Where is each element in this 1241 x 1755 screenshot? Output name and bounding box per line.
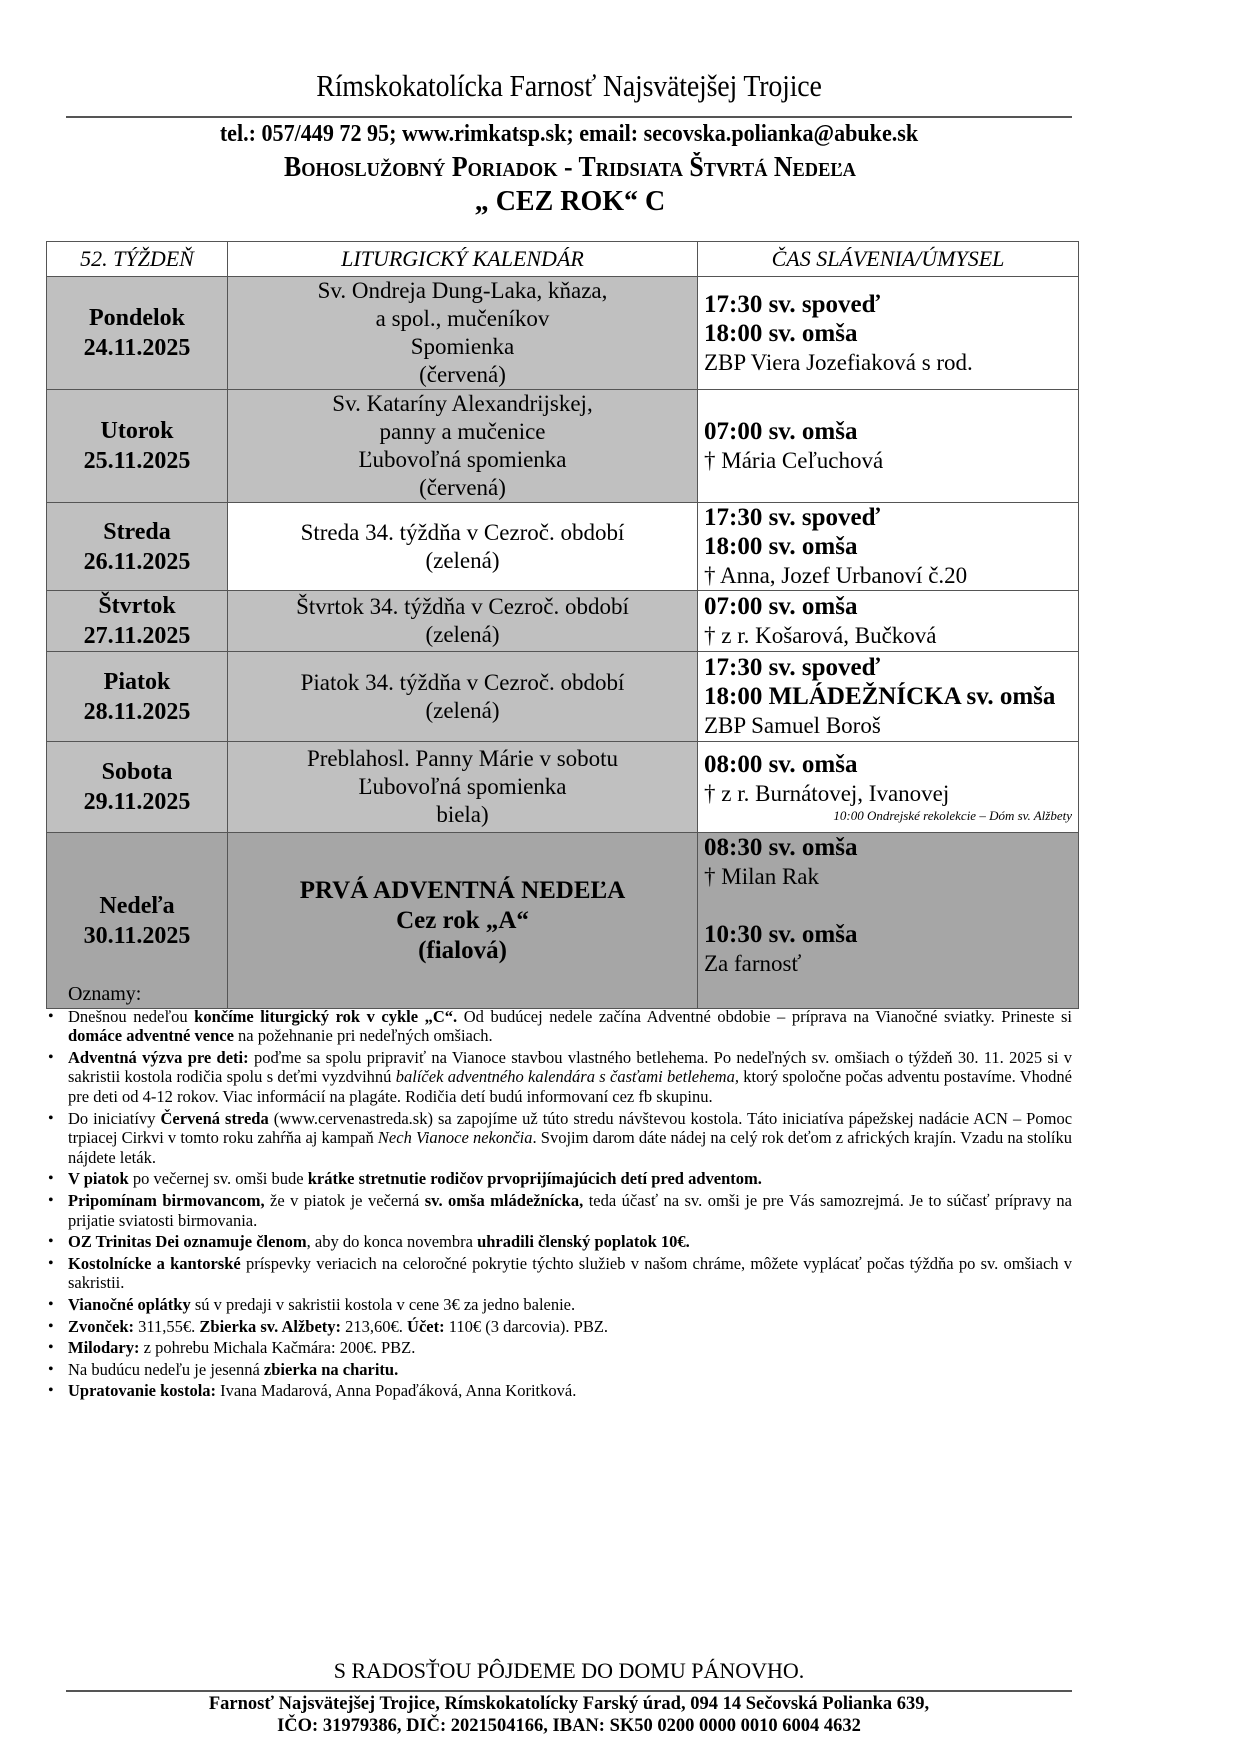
- service-cell: [698, 277, 1079, 390]
- liturgy-cell: [228, 742, 698, 833]
- announcement-text: Na budúcu nedeľu je jesenná: [68, 1359, 264, 1379]
- intention: † z r. Košarová, Bučková: [704, 623, 937, 648]
- service-time: 08:30 sv. omša: [704, 834, 858, 861]
- schedule-table: [46, 241, 1079, 1009]
- announcement-text: Zvonček:: [68, 1316, 134, 1336]
- intention: ZBP Samuel Boroš: [704, 713, 881, 738]
- liturgy-line: Ľubovoľná spomienka: [358, 447, 567, 472]
- liturgy-line: (zelená): [425, 697, 500, 723]
- announcement-item: [66, 1381, 1072, 1401]
- intention: † Anna, Jozef Urbanoví č.20: [704, 563, 968, 588]
- footer: [66, 1693, 1072, 1737]
- liturgy-line: Preblahosl. Panny Márie v sobotu: [306, 746, 619, 771]
- announcement-text: Od budúcej nedele začína Adventné obdobie – príprava na Vianočné sviatky. Prineste si: [457, 1006, 1072, 1026]
- header-liturgical-calendar: LITURGICKÝ KALENDÁR: [228, 242, 698, 277]
- announcement-item: [66, 1169, 1072, 1189]
- service-time: 18:00 sv. omša: [704, 533, 858, 560]
- day-name: Sobota: [101, 759, 173, 785]
- day-cell: [47, 652, 228, 742]
- announcement-text: Dnešnou nedeľou: [68, 1006, 195, 1026]
- service-time: 07:00 sv. omša: [704, 593, 858, 620]
- announcements-title: Oznamy:: [68, 983, 142, 1005]
- service-time: 17:30 sv. spoveď: [704, 654, 880, 681]
- announcement-text: Do iniciatívy: [68, 1108, 161, 1128]
- table-row: [47, 277, 1079, 390]
- day-date: 27.11.2025: [83, 623, 191, 649]
- announcement-item: [66, 1109, 1072, 1168]
- table-row: [47, 503, 1079, 591]
- liturgy-line: (červená): [419, 475, 506, 500]
- day-name: Utorok: [100, 418, 174, 444]
- day-date: 25.11.2025: [83, 448, 191, 474]
- liturgy-line: (fialová): [418, 936, 507, 964]
- announcement-text: OZ Trinitas Dei oznamuje členom: [68, 1232, 307, 1252]
- announcement-text: že v piatok je večerná: [264, 1190, 425, 1210]
- day-name: Štvrtok: [98, 593, 176, 619]
- day-date: 28.11.2025: [83, 698, 191, 725]
- service-time: 18:00 MLÁDEŽNÍCKA sv. omša: [704, 683, 1056, 710]
- liturgy-line: panny a mučenice: [379, 419, 546, 444]
- table-row: [47, 742, 1079, 833]
- announcement-item: [66, 1007, 1072, 1046]
- liturgy-line: PRVÁ ADVENTNÁ NEDEĽA: [299, 876, 626, 904]
- liturgy-line: Spomienka: [410, 334, 515, 359]
- announcement-text: končíme liturgický rok v cykle „C“.: [194, 1006, 458, 1026]
- announcement-text: Účet:: [407, 1316, 445, 1336]
- day-date: 24.11.2025: [83, 335, 191, 361]
- announcement-text: V piatok: [68, 1169, 129, 1189]
- announcement-text: sú v predaji v sakristii kostola v cene 3€ za jedno balenie.: [190, 1294, 576, 1314]
- header-divider: [66, 116, 1072, 118]
- intention: ZBP Viera Jozefiaková s rod.: [704, 349, 973, 375]
- service-cell: [698, 503, 1079, 591]
- announcement-text: krátke stretnutie rodičov prvoprijímajúcich detí pred adventom.: [307, 1169, 762, 1189]
- announcement-item: [66, 1295, 1072, 1315]
- announcement-text: (www.cervenastreda.sk) sa zapojíme už túto stredu návštevou kostola. Táto iniciatíva pápežskej nadácie ACN – Pomoc trpiacej Cirkvi v tomto roku zahŕňa aj kampaň: [68, 1108, 1073, 1148]
- liturgy-line: Piatok 34. týždňa v Cezroč. období: [300, 669, 625, 695]
- announcement-text: Červená streda: [160, 1108, 269, 1128]
- announcement-text: teda účasť na sv. omši je pre Vás samozrejmá. Je to súčasť prípravy na prijatie sviatosti birmovania.: [68, 1190, 1072, 1230]
- day-cell: [47, 503, 228, 591]
- announcement-text: Vianočné oplátky: [68, 1294, 191, 1314]
- liturgy-cell: [228, 277, 698, 390]
- announcement-item: [66, 1317, 1072, 1337]
- liturgy-cell: [228, 652, 698, 742]
- announcement-text: 110€ (3 darcovia). PBZ.: [444, 1316, 609, 1336]
- liturgy-line: a spol., mučeníkov: [375, 306, 550, 331]
- day-date: 30.11.2025: [83, 922, 191, 949]
- announcement-text: poďme sa spolu pripraviť na Vianoce stavbou vlastného betlehema. Po nedeľných sv. omšiach o týždeň 30. 11. 2025 si v sakristii kostola rodičia spolu s deťmi vyzdvihnú: [68, 1047, 1072, 1087]
- announcement-text: zbierka na charitu.: [263, 1359, 399, 1379]
- announcement-text: domáce adventné vence: [68, 1026, 234, 1046]
- announcement-text: 311,55€.: [134, 1316, 200, 1336]
- service-time: 07:00 sv. omša: [704, 418, 858, 445]
- announcement-text: balíček adventného kalendára s časťami betlehema,: [395, 1067, 739, 1087]
- day-name: Streda: [103, 518, 171, 545]
- table-row: [47, 591, 1079, 652]
- liturgy-line: (červená): [419, 362, 506, 387]
- announcement-text: ktorý spoločne počas adventu postavíme. Vhodné pre deti od 4-12 rokov. Viac informácií na plagáte. Rodičia detí budú informovaní cez fb skupinu.: [68, 1067, 1072, 1106]
- schedule-title: Bohoslužobný Poriadok - Tridsiata Štvrtá Nedeľa: [284, 152, 856, 183]
- service-time: 08:00 sv. omša: [704, 751, 858, 778]
- announcement-text: Zbierka sv. Alžbety:: [199, 1316, 342, 1336]
- service-cell: [698, 390, 1079, 503]
- day-name: Nedeľa: [99, 892, 175, 919]
- liturgy-cell: [228, 591, 698, 652]
- liturgy-line: Sv. Kataríny Alexandrijskej,: [332, 391, 593, 416]
- contact-line: tel.: 057/449 72 95; www.rimkatsp.sk; email: secovska.polianka@abuke.sk: [219, 121, 919, 147]
- day-cell: [47, 742, 228, 833]
- intention: † z r. Burnátovej, Ivanovej: [704, 781, 950, 806]
- intention: Za farnosť: [704, 951, 802, 976]
- footer-divider: [66, 1690, 1072, 1692]
- header-week: 52. TÝŽDEŇ: [47, 242, 228, 277]
- announcement-item: [66, 1254, 1072, 1293]
- announcement-text: z pohrebu Michala Kačmára: 200€. PBZ.: [139, 1338, 416, 1358]
- service-time: 17:30 sv. spoveď: [704, 504, 880, 531]
- announcement-text: príspevky veriacich na celoročné pokrytie týchto služieb v našom chráme, môžete vyplácať počas týždňa po sv. omšiach v sakristii.: [68, 1253, 1072, 1293]
- header-time-intention: ČAS SLÁVENIA/ÚMYSEL: [698, 242, 1079, 277]
- service-time: 17:30 sv. spoveď: [704, 290, 880, 318]
- announcement-text: , aby do konca novembra: [306, 1232, 478, 1252]
- liturgy-line: Sv. Ondreja Dung-Laka, kňaza,: [317, 278, 608, 303]
- closing-line: S RADOSŤOU PÔJDEME DO DOMU PÁNOVHO.: [333, 1658, 805, 1683]
- day-name: Piatok: [103, 668, 171, 695]
- service-cell: [698, 591, 1079, 652]
- announcement-text: uhradili členský poplatok 10€.: [477, 1232, 690, 1252]
- day-date: 29.11.2025: [83, 789, 191, 815]
- announcement-text: po večernej sv. omši bude: [128, 1169, 308, 1189]
- day-cell: [47, 591, 228, 652]
- liturgy-cell: [228, 503, 698, 591]
- liturgy-line: (zelená): [425, 622, 500, 647]
- announcement-item: [66, 1232, 1072, 1252]
- announcement-item: [66, 1191, 1072, 1230]
- day-name: Pondelok: [88, 305, 186, 331]
- table-row: [47, 833, 1079, 1009]
- announcement-text: Kostolnícke a kantorské: [68, 1253, 241, 1273]
- announcement-text: na požehnanie pri nedeľných omšiach.: [233, 1026, 493, 1046]
- liturgy-line: Štvrtok 34. týždňa v Cezroč. období: [296, 594, 629, 619]
- announcement-text: Pripomínam birmovancom,: [68, 1190, 265, 1210]
- liturgy-line: Ľubovoľná spomienka: [358, 774, 567, 799]
- table-header-row: [47, 242, 1079, 277]
- service-time: 10:30 sv. omša: [704, 921, 858, 948]
- event-note: 10:00 Ondrejské rekolekcie – Dóm sv. Alžbety: [833, 808, 1072, 823]
- day-date: 26.11.2025: [83, 548, 191, 575]
- footer-ids: IČO: 31979386, DIČ: 2021504166, IBAN: SK50 0200 0000 0010 6004 4632: [277, 1716, 861, 1736]
- liturgy-line: Streda 34. týždňa v Cezroč. období: [300, 519, 625, 545]
- announcement-text: 213,60€.: [341, 1316, 408, 1336]
- liturgy-line: Cez rok „A“: [396, 906, 529, 934]
- parish-title: Rímskokatolícka Farnosť Najsvätejšej Trojice: [316, 68, 822, 103]
- footer-address: Farnosť Najsvätejšej Trojice, Rímskokatolícky Farský úrad, 094 14 Sečovská Polianka 639,: [208, 1694, 930, 1714]
- announcement-item: [66, 1360, 1072, 1380]
- announcement-text: Upratovanie kostola:: [68, 1381, 217, 1401]
- announcements-list: [66, 1007, 1072, 1401]
- service-cell: [698, 833, 1079, 1009]
- day-cell: [47, 390, 228, 503]
- announcement-text: Milodary:: [68, 1338, 140, 1358]
- service-time: 18:00 sv. omša: [704, 319, 858, 347]
- table-row: [47, 652, 1079, 742]
- intention: † Milan Rak: [704, 864, 819, 889]
- day-cell: [47, 277, 228, 390]
- announcement-text: Ivana Madarová, Anna Popaďáková, Anna Koritková.: [216, 1381, 577, 1401]
- announcement-text: Nech Vianoce nekončia: [377, 1128, 533, 1148]
- announcements: [66, 985, 1072, 1403]
- liturgy-line: (zelená): [425, 547, 500, 573]
- schedule-subtitle: „ CEZ ROK“ C: [474, 186, 666, 217]
- intention: † Mária Ceľuchová: [704, 448, 884, 473]
- liturgy-cell: [228, 833, 698, 1009]
- liturgy-line: biela): [436, 802, 489, 827]
- liturgy-cell: [228, 390, 698, 503]
- announcement-text: . Svojim darom dáte nádej na celý rok deťom z afrických krajín. Vzadu na stolíku nájdete leták.: [68, 1128, 1072, 1167]
- spacer: [704, 891, 1078, 920]
- announcement-text: sv. omša mládežnícka,: [424, 1190, 584, 1210]
- announcement-item: [66, 1048, 1072, 1107]
- announcement-item: [66, 1338, 1072, 1358]
- table-row: [47, 390, 1079, 503]
- service-cell: [698, 652, 1079, 742]
- service-cell: [698, 742, 1079, 833]
- announcement-text: Adventná výzva pre deti:: [68, 1047, 249, 1067]
